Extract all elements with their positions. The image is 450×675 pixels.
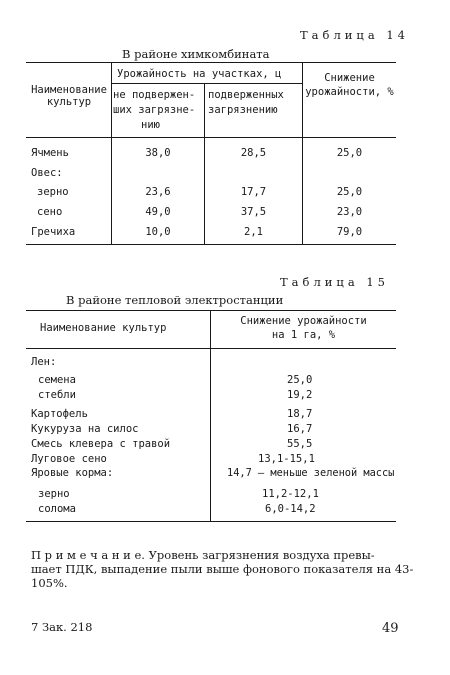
table14-row-b: 37,5 xyxy=(240,206,267,218)
table14-row-a: 10,0 xyxy=(145,226,171,238)
note-paragraph xyxy=(31,548,413,590)
table14-row-a: 23,6 xyxy=(145,186,171,198)
table15-header-col2 xyxy=(211,314,396,342)
table14-row-b: 28,5 xyxy=(240,147,267,159)
table14-header-sub-a-line1: не подвержен- xyxy=(113,89,196,101)
table14-header-sub-a xyxy=(113,88,195,133)
table14-header-col1 xyxy=(27,84,111,108)
table15-row-name: стебли xyxy=(38,389,76,401)
table15-row-name: Луговое сено xyxy=(31,453,107,465)
table14-row-name: сено xyxy=(37,206,63,218)
table15-header-col2-line1: Снижение урожайности xyxy=(240,315,367,327)
table14-number: Таблица 14 xyxy=(300,28,409,42)
table14-header-sub-a-line3: нию xyxy=(141,119,160,131)
table14-row-b: 2,1 xyxy=(244,226,263,238)
table15-row-val: 55,5 xyxy=(287,438,313,450)
table14-row-red: 79,0 xyxy=(336,226,363,238)
table15-number: Таблица 15 xyxy=(280,275,389,289)
page-number: 49 xyxy=(382,621,399,636)
table15-row-val: 25,0 xyxy=(287,374,313,386)
table15-row-val: 6,0-14,2 xyxy=(265,503,316,515)
note-line1: П р и м е ч а н и е. Уровень загрязнения воздуха превы- xyxy=(31,548,375,562)
table14-row-a: 38,0 xyxy=(145,147,171,159)
table15-row-name: Смесь клевера с травой xyxy=(31,438,171,450)
table14-header-col1-line1: Наименование xyxy=(31,84,107,96)
table15-row-val: 18,7 xyxy=(287,408,313,420)
table15-caption: В районе тепловой электростанции xyxy=(66,293,284,307)
table14-row-b: 17,7 xyxy=(240,186,267,198)
table15-row-name: зерно xyxy=(38,488,70,500)
table14-top-rule xyxy=(26,62,396,63)
table15-row-val: 19,2 xyxy=(287,389,313,401)
table14-row-name: Гречиха xyxy=(31,226,76,238)
table15-top-rule xyxy=(26,310,396,311)
table15-row-name: солома xyxy=(38,503,76,515)
table14-row-name: Ячмень xyxy=(31,147,69,159)
note-line2: шает ПДК, выпадение пыли выше фонового показателя на 43- xyxy=(31,562,414,576)
table15-row-val: 11,2-12,1 xyxy=(262,488,319,500)
table15-row-name: Яровые корма: xyxy=(31,467,114,479)
table15-row-val: 14,7 – меньше зеленой массы xyxy=(227,467,395,479)
table15-row-name: Лен: xyxy=(31,356,57,368)
table15-row-name: семена xyxy=(38,374,76,386)
table14-row-red: 25,0 xyxy=(336,147,363,159)
table14-header-rule xyxy=(26,137,396,138)
table15-row-val: 16,7 xyxy=(287,423,313,435)
table14-group-rule xyxy=(111,83,302,84)
table14-row-red: 25,0 xyxy=(336,186,363,198)
table14-row-name: зерно xyxy=(37,186,69,198)
table14-header-sub-a-line2: ших загрязне- xyxy=(113,104,196,116)
note-line3: 105%. xyxy=(31,576,68,590)
table15-row-val: 13,1-15,1 xyxy=(258,453,315,465)
table15-header-col2-line2: на 1 га, % xyxy=(271,329,336,341)
table14-row-a: 49,0 xyxy=(145,206,171,218)
table14-header-sub-b-line2: загрязнению xyxy=(208,104,278,116)
table15-row-name: Картофель xyxy=(31,408,88,420)
table14-header-col1-line2: культур xyxy=(46,96,92,108)
table15-header-rule xyxy=(26,348,396,349)
table14-header-sub-b-line1: подверженных xyxy=(208,89,284,101)
table14-header-yield-group: Урожайность на участках, ц xyxy=(117,68,282,80)
table15-bottom-rule xyxy=(26,521,396,522)
footer-order-mark: 7 Зак. 218 xyxy=(31,620,93,634)
table14-header-reduction xyxy=(303,71,396,99)
table14-row-red: 23,0 xyxy=(336,206,363,218)
table14-caption: В районе химкомбината xyxy=(122,47,270,61)
table14-row-name: Овес: xyxy=(31,167,63,179)
table14-header-sub-b xyxy=(208,88,284,118)
table15-header-col1: Наименование культур xyxy=(40,322,167,334)
table14-header-reduction-line1: Снижение xyxy=(324,72,375,84)
table14-vline-2 xyxy=(204,83,205,244)
table15-row-name: Кукуруза на силос xyxy=(31,423,139,435)
table14-header-reduction-line2: урожайности, % xyxy=(305,86,394,98)
table14-bottom-rule xyxy=(26,244,396,245)
